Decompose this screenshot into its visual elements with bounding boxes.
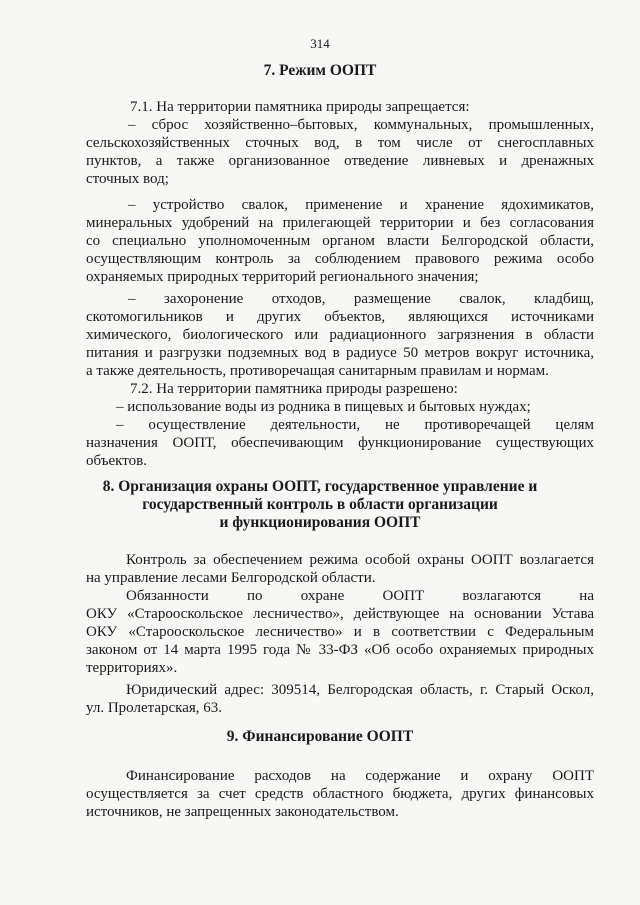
bullet-4: – использование воды из родника в пищевых и бытовых нуждах; [116,399,531,415]
section-9-body [86,767,594,821]
paragraph-8-1: Контроль за обеспечением режима особой охраны ООПТ возлагается на управление лесами Белгородской области. [86,552,594,586]
paragraph-8-2: Обязанности по охране ООПТ возлагаются на ОКУ «Старооскольское лесничество», действующее на основании Устава ОКУ «Старооскольское лесничество» и в соответствии с Федеральным законом от 14 марта 1995 года № 33-ФЗ «Об особо охраняемых природных территориях». [86,588,594,676]
section-7-body [86,98,594,470]
paragraph-7-2: 7.2. На территории памятника природы разрешено: [130,381,458,397]
paragraph-8-3: Юридический адрес: 309514, Белгородская область, г. Старый Оскол, ул. Пролетарская, 63. [86,682,594,716]
section-8-heading: 8. Организация охраны ООПТ, государственное управление и государственный контроль в области организации и функционирования ООПТ [102,478,538,531]
paragraph-7-1: 7.1. На территории памятника природы запрещается: [130,99,470,115]
bullet-5: – осуществление деятельности, не противоречащей целям назначения ООПТ, обеспечивающим функционирование существующих объектов. [86,417,594,469]
bullet-1: – сброс хозяйственно–бытовых, коммунальных, промышленных, сельскохозяйственных сточных вод, в том числе от снегосплавных пунктов, а также организованное отведение ливневых и дренажных сточных вод; [86,117,594,187]
page-number: 314 [310,36,330,51]
section-9-heading: 9. Финансирование ООПТ [226,728,414,745]
section-8-body [86,551,594,717]
paragraph-9-1: Финансирование расходов на содержание и охрану ООПТ осуществляется за счет средств областного бюджета, других финансовых источников, не запрещенных законодательством. [86,768,594,820]
bullet-3: – захоронение отходов, размещение свалок, кладбищ, скотомогильников и других объектов, являющихся источниками химического, биологического или радиационного загрязнения в области питания и разгрузки подземных вод в радиусе 50 метров вокруг источника, а также деятельность, противоречащая санитарным правилам и нормам. [86,291,594,379]
section-7-heading: 7. Режим ООПТ [263,62,377,79]
bullet-2: – устройство свалок, применение и хранение ядохимикатов, минеральных удобрений на прилегающей территории и без согласования со специально уполномоченным органом власти Белгородской области, осуществляющим контроль за соблюдением правового режима особо охраняемых природных территорий регионального значения; [86,197,594,285]
